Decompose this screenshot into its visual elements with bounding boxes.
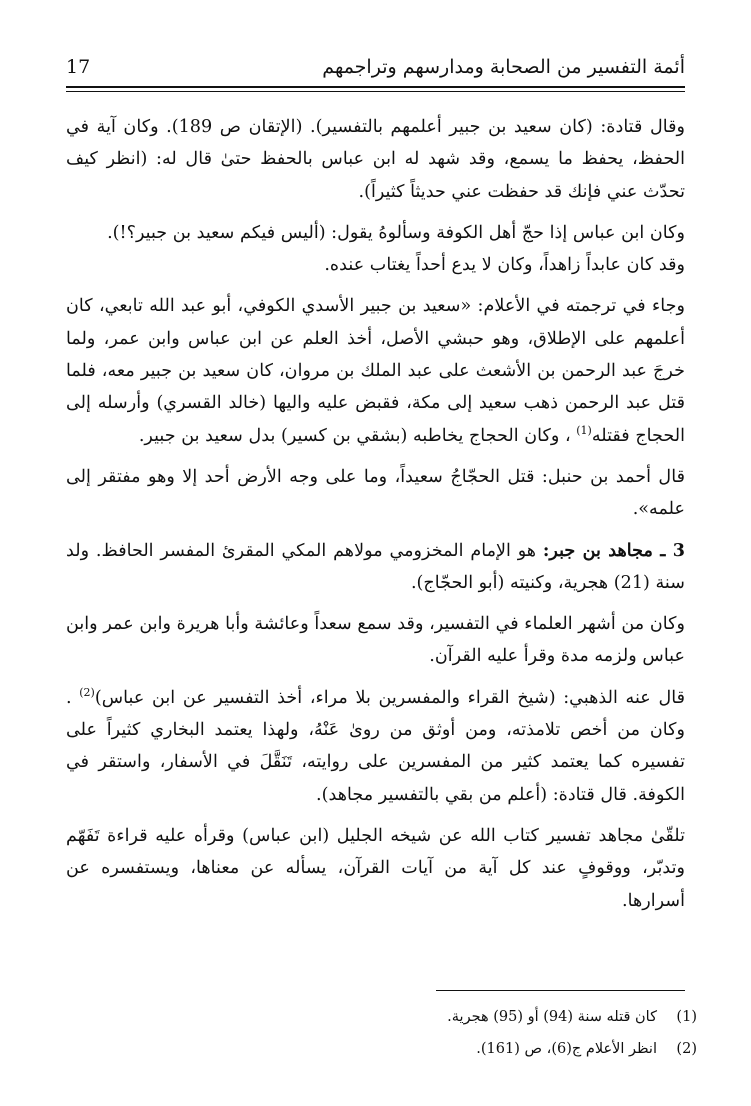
- footnote: [66, 1033, 697, 1065]
- paragraph: وقد كان عابداً زاهداً، وكان لا يدع أحداً يغتاب عنده.: [324, 255, 685, 276]
- header-rule: [66, 86, 685, 88]
- header-rule-thin: [66, 91, 685, 92]
- paragraph: 3 ـ مجاهد بن جبر: هو الإمام المخزومي مولاهم المكي المقرئ المفسر الحافظ. ولد سنة (21) هجرية، وكنيته (أبو الحجّاج).: [66, 539, 685, 593]
- section-heading: 3 ـ مجاهد بن جبر:: [542, 539, 685, 561]
- footnote-number: (2): [676, 1041, 697, 1057]
- footnote: [66, 1001, 697, 1033]
- footnote-ref: (1): [576, 423, 592, 437]
- paragraph: وكان من أشهر العلماء في التفسير، وقد سمع سعداً وعائشة وأبا هريرة وابن عمر وابن عباس ولزمه مدة وقرأ عليه القرآن.: [66, 614, 685, 667]
- footnotes: [66, 1001, 697, 1065]
- paragraph: تلقّىٰ مجاهد تفسير كتاب الله عن شيخه الجليل (ابن عباس) وقرأه عليه قراءة تَفَهّم وتدبّر، ووقوفٍ عند كل آية من آيات القرآن، يسأله عن معناها، ويستفسره عن أسرارها.: [66, 825, 685, 911]
- footnote-text: انظر الأعلام ج(6)، ص (161).: [476, 1041, 657, 1057]
- footnote-ref: (2): [79, 685, 95, 699]
- page-number: 17: [66, 56, 91, 78]
- footnote-rule: [436, 990, 685, 991]
- paragraph: قال عنه الذهبي: (شيخ القراء والمفسرين بلا مراء، أخذ التفسير عن ابن عباس)$^{(2)}$ . وكان من أخص تلامذته، ومن أوثق من روىٰ عَنْهُ، ولهذا يعتمد البخاري كثيراً على تفسيره كما يعتمد كثير من المفسرين على روايته، تَنَقَّلَ في الأسفار، واستقر في الكوفة. قال قتادة: (أعلم من بقي بالتفسير مجاهد).: [66, 685, 685, 805]
- paragraph: قال أحمد بن حنبل: قتل الحجّاجُ سعيداً، وما على وجه الأرض أحد إلا وهو مفتقر إلى علمه».: [66, 466, 685, 520]
- paragraph: وقال قتادة: (كان سعيد بن جبير أعلمهم بالتفسير). (الإتقان ص 189). وكان آية في الحفظ، يحفظ ما يسمع، وقد شهد له ابن عباس بالحفظ حتىٰ قال له: (انظر كيف تحدّث عني فإنك قد حفظت عني حديثاً كثيراً).: [66, 117, 686, 202]
- header-title: أئمة التفسير من الصحابة ومدارسهم وتراجمهم: [322, 56, 685, 78]
- running-header: [66, 52, 685, 82]
- footnote-text: كان قتله سنة (94) أو (95) هجرية.: [447, 1009, 657, 1025]
- paragraph: وجاء في ترجمته في الأعلام: «سعيد بن جبير الأسدي الكوفي، أبو عبد الله تابعي، كان أعلمهم على الإطلاق، وهو حبشي الأصل، أخذ العلم عن ابن عباس وابن عمر، ولما خرجَ عبد الرحمن بن الأشعث على عبد الملك بن مروان، كان سعيد بن جبير معه، فلما قتل عبد الرحمن ذهب سعيد إلى مكة، فقبض عليه واليها (خالد القسري) وأرسله إلى الحجاج فقتله$^{(1)}$ ، وكان الحجاج يخاطبه (بشقي بن كسير) بدل سعيد بن جبير.: [66, 296, 685, 446]
- body-text: [66, 111, 685, 917]
- footnote-number: (1): [676, 1009, 697, 1025]
- paragraph: وكان ابن عباس إذا حجّ أهل الكوفة وسألوهُ يقول: (أليس فيكم سعيد بن جبير؟!).: [107, 222, 685, 243]
